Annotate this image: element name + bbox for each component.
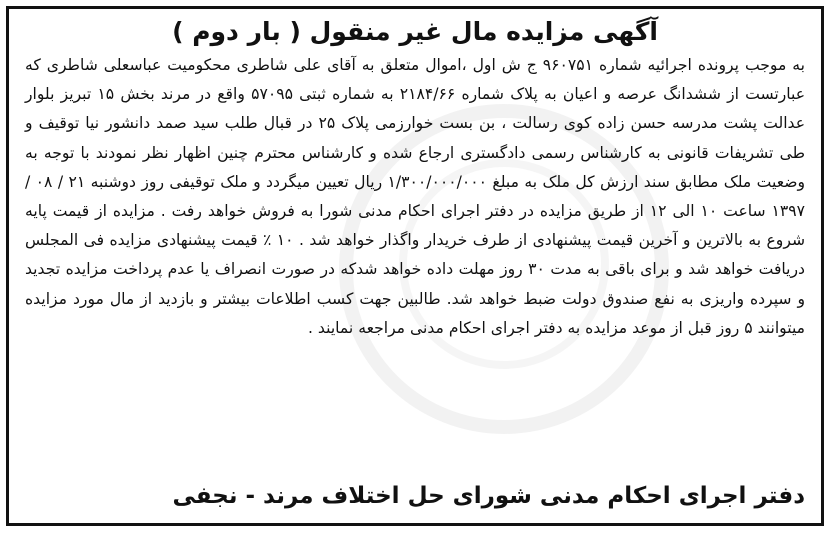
notice-box [6, 6, 824, 526]
notice-title: آگهی مزایده مال غیر منقول ( بار دوم ) [172, 17, 658, 46]
notice-signature: دفتر اجرای احکام مدنی شورای حل اختلاف مرند - نجفی [172, 483, 805, 509]
notice-body: به موجب پرونده اجرائیه شماره ۹۶۰۷۵۱ ج ش اول ،اموال متعلق به آقای علی شاطری محکومیت عباسعلی شاطری که عبارتست از ششدانگ عرصه و اعیان به پلاک شماره ۲۱۸۴/۶۶ به شماره ثبتی ۵۷۰۹۵ واقع در مرند بخش ۱۵ تبریز بلوار عدالت پشت مدرسه حسن زاده کوی رسالت ، بن بست خوارزمی پلاک ۲۵ در قبال طلب سید صمد دانشور نیا توقیف و طی تشریفات قانونی به کارشناس رسمی دادگستری ارجاع شده و کارشناس محترم چنین اظهار نظر نمودند با توجه به وضعیت ملک مطابق سند ارزش کل ملک به مبلغ ۱/۳۰۰/۰۰۰/۰۰۰ ریال تعیین میگردد و ملک توقیفی روز دوشنبه ۲۱ / ۰۸ / ۱۳۹۷ ساعت ۱۰ الی ۱۲ از طریق مزایده در دفتر اجرای احکام مدنی شورا به فروش خواهد رفت . مزایده از قیمت پایه شروع به بالاترین و آخرین قیمت پیشنهادی از طرف خریدار واگذار خواهد شد . ۱۰ ٪ قیمت پیشنهادی مزایده فی المجلس دریافت خواهد شد و برای باقی به مدت ۳۰ روز مهلت داده خواهد شدکه در صورت انصراف یا عدم پرداخت مزایده تجدید و سپرده واریزی به نفع صندوق دولت ضبط خواهد شد. طالبین جهت کسب اطلاعات بیشتر و بازدید از مال مورد مزایده میتوانند ۵ روز قبل از موعد مزایده به دفتر اجرای احکام مدنی مراجعه نمایند . [25, 56, 806, 337]
